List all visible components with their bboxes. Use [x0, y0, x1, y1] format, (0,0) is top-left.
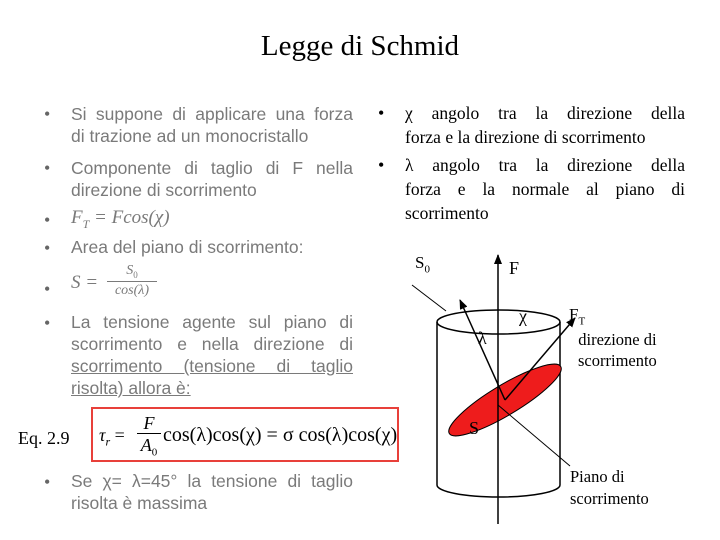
plane-leader-line — [498, 405, 570, 466]
force-label: F — [509, 258, 520, 278]
bullet-dot: • — [44, 158, 51, 178]
lambda-label: λ — [478, 328, 487, 348]
bullet-line: di trazione ad un monocristallo — [71, 126, 309, 146]
bullet-dot: • — [44, 104, 51, 124]
bullet-line: forza e la normale al piano di — [405, 179, 685, 199]
bullet-line: Componente di taglio di F nella — [71, 158, 353, 178]
ft-label: $F_T$ — [569, 305, 586, 328]
ft-formula: $F_T = Fcos(\chi)$ — [71, 207, 170, 231]
bullet-dot: • — [378, 103, 385, 123]
bullet-line: scorrimento — [405, 203, 489, 223]
slip-plane-label: S — [469, 418, 480, 438]
bullet-line: direzione di scorrimento — [71, 180, 257, 200]
schmid-equation: $\tau_r$ = — [99, 425, 125, 449]
bullet-line: scorrimento (tensione di taglio — [71, 356, 353, 376]
bullet-dot: • — [44, 210, 51, 230]
slip-direction-label: direzione di scorrimento — [578, 330, 657, 370]
bullet-dot: • — [44, 313, 51, 333]
bullet-line: Se χ= λ=45° la tensione di taglio — [71, 471, 353, 491]
bullet-line: χ angolo tra la direzione della — [405, 103, 685, 123]
bullet-line: forza e la direzione di scorrimento — [405, 127, 646, 147]
bullet-line: risolta) allora è: — [71, 378, 191, 398]
plane-label: Piano di scorrimento — [570, 467, 649, 508]
bullet-line: λ angolo tra la direzione della — [405, 155, 685, 175]
bullet-line: risolta è massima — [71, 493, 208, 513]
chi-label: χ — [519, 306, 527, 326]
equation-fraction: F $A_0$ — [137, 413, 161, 464]
bullet-dot: • — [44, 472, 51, 492]
bullet-line: Si suppone di applicare una forza — [71, 104, 353, 124]
bullet-line: La tensione agente sul piano di — [71, 312, 353, 332]
equation-label: Eq. 2.9 — [18, 428, 70, 448]
page-title: Legge di Schmid — [260, 30, 460, 62]
bullet-dot: • — [44, 238, 51, 258]
bullet-dot: • — [44, 279, 51, 299]
equation-rhs: cos(λ)cos(χ) = σ cos(λ)cos(χ) — [163, 424, 398, 446]
bullet-line: Area del piano di scorrimento: — [71, 237, 304, 257]
s0-leader-line — [412, 285, 446, 311]
bullet-line: scorrimento e nella direzione di — [71, 334, 353, 354]
s0-label: $S_0$ — [415, 253, 430, 276]
area-fraction: $S_0$ cos(λ) — [107, 263, 157, 299]
bullet-dot: • — [378, 155, 385, 175]
